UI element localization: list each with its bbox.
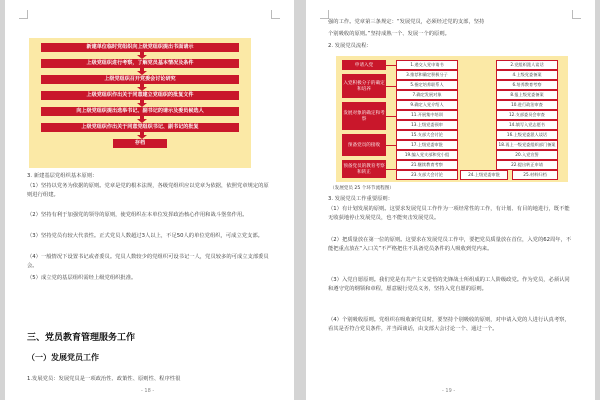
left-page <box>5 0 294 400</box>
connector <box>386 65 396 66</box>
process-step: 15.支部大会讨论 <box>396 130 458 140</box>
stage-label: 发展对象的确定和考察 <box>342 102 386 130</box>
paragraph: （3）坚持党员有较大代表性。正式党员人数超过3人以上，不足50人的单位党组织，可成立党支部。 <box>27 233 263 239</box>
paragraph: （4）一般情况下设置书记或者委员。党员人数较少的党组织可设书记一人，党员较多的可成立支部委员会。 <box>27 254 269 269</box>
process-step: 23.支部大会讨论 <box>396 170 458 180</box>
process-step: 13.上级党委预审 <box>396 120 458 130</box>
process-step: 14.填写入党志愿书 <box>496 120 558 130</box>
stage-label: 申请入党 <box>342 60 386 70</box>
process-step: 11.开展集中培训 <box>396 110 458 120</box>
paragraph: （2）坚持有利于加强党的领导的原则，使党组织在本单位发挥政治核心作用和战斗堡垒作用。 <box>27 212 248 218</box>
process-step: 1.递交入党申请书 <box>396 60 458 70</box>
flowchart-step: 向上级党组织提出选举书记、副书记的请示及委员候选人 <box>41 107 239 116</box>
paragraph: （1）坚持以党务为依据的原则。党章是党的根本法规，各级党组织应以党章为依据，依照党章规定的原则进行组建。 <box>27 183 269 198</box>
flowchart-step: 新建单位临时党组织向上级党组织提出书面请示 <box>41 43 239 52</box>
section-title: 三、党员教育管理服务工作 <box>27 333 136 343</box>
process-step: 5.指定培养联系人 <box>396 80 458 90</box>
stage-label: 预备党员的接收 <box>342 134 386 156</box>
paragraph: 强的工作。党章第三条规定：“发展党员，必须经过党的支部，坚持 <box>328 19 485 25</box>
connector <box>386 116 396 117</box>
process-heading: 2. 发展党员流程： <box>328 43 372 49</box>
process-step: 16.上级党委派人谈话 <box>496 130 558 140</box>
paragraph: （4）个别吸收原则。党组织在吸收新党员时，要坚持个别吸收的原则，对申请入党的人进行认真考察，看其是否符合党员条件，并当面谈话，由支部大会讨论一个、通过一个。 <box>328 317 570 332</box>
right-page <box>306 0 595 400</box>
basic-principles-heading: 3. 新建基层党组织基本原则： <box>27 173 98 179</box>
process-step: 21.继续教育考察 <box>396 160 458 170</box>
paragraph: （5）成立党的基层组织需经上级党组织批准。 <box>27 275 137 281</box>
process-step: 9.确定入党介绍人 <box>396 100 458 110</box>
subsection-title: （一）发展党员工作 <box>27 353 99 362</box>
process-step: 10.进行政治审查 <box>496 100 558 110</box>
page-number: - 19 - <box>442 388 456 394</box>
paragraph: （3）入党自愿原则。我们党是有共产主义觉悟的先锋战士所组成的工人阶级政党。作为党员，必须认同和遵守党的纲领和章程，愿意履行党员义务，坚持入党自愿的原则。 <box>328 277 570 292</box>
flowchart-step: 上级党组织召开党委会讨论研究 <box>41 75 239 84</box>
crop-mark <box>572 10 581 19</box>
paragraph: 1.发展党员：发展党员是一项政治性、政策性、原则性、程序性很 <box>27 376 181 382</box>
stage-label: 入党积极分子的确定和培养 <box>342 74 386 98</box>
process-step: 6.培养教育考察 <box>496 80 558 90</box>
process-step: 18.再上一级党委组织部门备案 <box>496 140 558 150</box>
paragraph: （2）把质量放在第一位的原则。这要求在发展党员工作中，要把党员质量放在首位，入党的62周年，不能把重点放在“入口关”不严格把住不具备党员条件的人吸收到党内来。 <box>328 237 572 252</box>
process-step: 2.党组织派人谈话 <box>496 60 558 70</box>
process-step: 20.入党宣誓 <box>496 150 558 160</box>
connector <box>386 145 396 146</box>
process-step: 25.材料归档 <box>512 170 558 180</box>
paragraph: 个别吸收的原则。”坚持成熟一个、发展一个的原则。 <box>328 31 450 37</box>
flowchart-step: 上级党组织作出关于同意党组织书记、副书记的批复 <box>41 123 239 132</box>
process-step: 3.推荐和确定积极分子 <box>396 70 458 80</box>
process-step: 22.提出转正申请 <box>496 160 558 170</box>
paragraph: （1）有计划发展的原则。这要求发展党员工作作为一项经常性的工作，有计划、有目的地进行，既不能无收获地停止发展党员，也不能突击发展党员。 <box>328 206 570 221</box>
flowchart-step: 上级党组织作出关于同意建立党组织的批复文件 <box>41 91 239 100</box>
process-step: 7.确定发展对象 <box>396 90 458 100</box>
process-step: 19.编入党支部和党小组 <box>396 150 458 160</box>
connector <box>386 86 396 87</box>
principles-heading: 3. 发展党员工作重要原则： <box>328 196 394 202</box>
party-organization-flowchart <box>29 38 251 168</box>
process-step: 4.上级党委备案 <box>496 70 558 80</box>
stage-label: 预备党员的教育考察和转正 <box>342 160 386 178</box>
process-step: 24.上级党委审批 <box>460 170 508 180</box>
process-step: 12.支部委员会审查 <box>496 110 558 120</box>
process-step: 17.上级党委审批 <box>396 140 458 150</box>
party-member-development-diagram <box>336 56 568 182</box>
diagram-caption: （发展党员 25 个环节流程图） <box>330 186 394 191</box>
crop-mark <box>19 10 28 19</box>
connector <box>386 169 396 170</box>
page-number: - 18 - <box>141 388 155 394</box>
flowchart-step: 上级党组织进行考察，了解党员基本情况及条件 <box>41 59 239 68</box>
process-step: 8.报上级党委备案 <box>496 90 558 100</box>
flowchart-step: 存档 <box>113 139 167 148</box>
crop-mark <box>271 10 280 19</box>
